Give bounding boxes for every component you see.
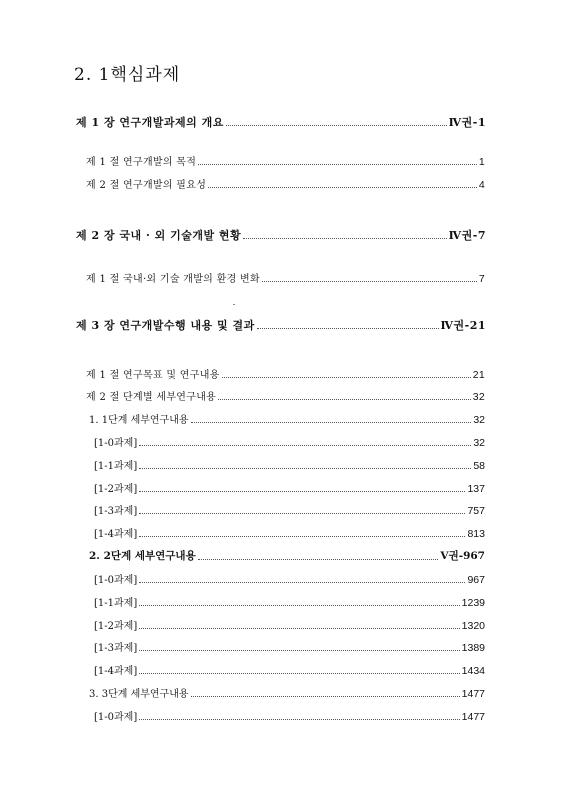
toc-page: 967 [467,574,485,586]
toc-label: [1-2과제] [94,621,138,632]
leader-dots [191,422,472,423]
toc-task-3-0[interactable] [94,708,485,724]
leader-dots [139,582,465,583]
toc-label: 제 1 절 국내·외 기술 개발의 환경 변화 [86,274,260,285]
toc-page: 21 [472,369,485,381]
toc-chapter-3[interactable] [76,317,486,333]
toc-page: 1389 [461,642,485,654]
toc-page: 1 [478,156,485,168]
toc-page: 58 [473,460,485,472]
toc-page: 1434 [461,665,485,677]
toc-task-1-0[interactable] [94,434,485,450]
toc-page: Ⅳ권-21 [440,319,486,332]
leader-dots [139,536,465,537]
toc-chapter-2[interactable] [76,227,486,243]
toc-page: Ⅳ권-1 [448,116,486,129]
page-title: 2. 1핵심과제 [74,65,181,85]
leader-dots [243,238,446,239]
toc-chapter-1[interactable] [76,114,486,130]
toc-task-1-1[interactable] [94,457,485,473]
toc-page: 32 [472,391,485,403]
leader-dots [139,628,459,629]
toc-task-1-4[interactable] [94,525,485,541]
leader-dots [262,281,477,282]
toc-label: [1-4과제] [94,666,138,677]
toc-section-3-1[interactable] [86,366,485,382]
leader-dots [218,399,471,400]
leader-dots [191,696,460,697]
toc-label: 제 2 절 단계별 세부연구내용 [86,392,217,403]
toc-page: Ⅳ권-7 [448,229,486,242]
leader-dots [198,164,477,165]
toc-section-2-1[interactable] [86,270,485,286]
leader-dots [139,605,459,606]
toc-page: 813 [467,528,485,540]
leader-dots [139,650,459,651]
toc-label: 제 2 장 국내 · 외 기술개발 현황 [76,229,242,242]
toc-label: 제 1 장 연구개발과제의 개요 [76,116,224,129]
leader-dots [139,513,465,514]
toc-page: Ⅴ권-967 [440,550,485,562]
toc-label: 2. 2단계 세부연구내용 [89,550,196,562]
toc-label: [1-0과제] [94,712,138,723]
toc-label: 제 2 절 연구개발의 필요성 [86,180,207,191]
toc-page: 7 [478,273,485,285]
toc-page: 1477 [461,688,485,700]
toc-section-3-2[interactable] [86,388,485,404]
toc-task-1-3[interactable] [94,502,485,518]
toc-stage-2[interactable] [89,548,485,564]
toc-page: 4 [478,179,485,191]
toc-page: 1477 [461,711,485,723]
leader-dots [226,125,447,126]
toc-task-2-2[interactable] [94,617,485,633]
toc-label: [1-4과제] [94,529,138,540]
toc-page: 32 [473,414,485,426]
toc-page: 757 [467,505,485,517]
leader-dots [222,377,471,378]
toc-task-2-3[interactable] [94,639,485,655]
toc-label: [1-2과제] [94,484,138,495]
toc-section-1-1[interactable] [86,153,485,169]
leader-dots [139,673,459,674]
leader-dots [139,719,459,720]
toc-page: 1320 [461,620,485,632]
leader-dots [139,445,471,446]
toc-task-1-2[interactable] [94,480,485,496]
toc-label: [1-3과제] [94,643,138,654]
toc-stage-3[interactable] [89,685,485,701]
toc-page: 137 [467,483,485,495]
leader-dots [139,491,465,492]
toc-label: 1. 1단계 세부연구내용 [89,415,189,426]
toc-page: 32 [473,437,485,449]
toc-stage-1[interactable] [89,411,485,427]
toc-page: 1239 [461,597,485,609]
toc-label: 3. 3단계 세부연구내용 [89,689,189,700]
toc-label: [1-1과제] [94,461,138,472]
toc-label: 제 1 절 연구개발의 목적 [86,157,197,168]
toc-label: [1-0과제] [94,438,138,449]
toc-label: [1-0과제] [94,575,138,586]
leader-dots [139,468,471,469]
leader-dots [257,328,439,329]
toc-task-2-4[interactable] [94,662,485,678]
leader-dots [208,187,477,188]
toc-section-1-2[interactable] [86,176,485,192]
toc-label: [1-3과제] [94,506,138,517]
toc-label: 제 3 장 연구개발수행 내용 및 결과 [76,319,255,332]
toc-task-2-0[interactable] [94,571,485,587]
toc-label: [1-1과제] [94,598,138,609]
toc-label: 제 1 절 연구목표 및 연구내용 [86,370,220,381]
leader-dots [198,559,439,560]
toc-task-2-1[interactable] [94,594,485,610]
scan-speck [233,304,235,305]
